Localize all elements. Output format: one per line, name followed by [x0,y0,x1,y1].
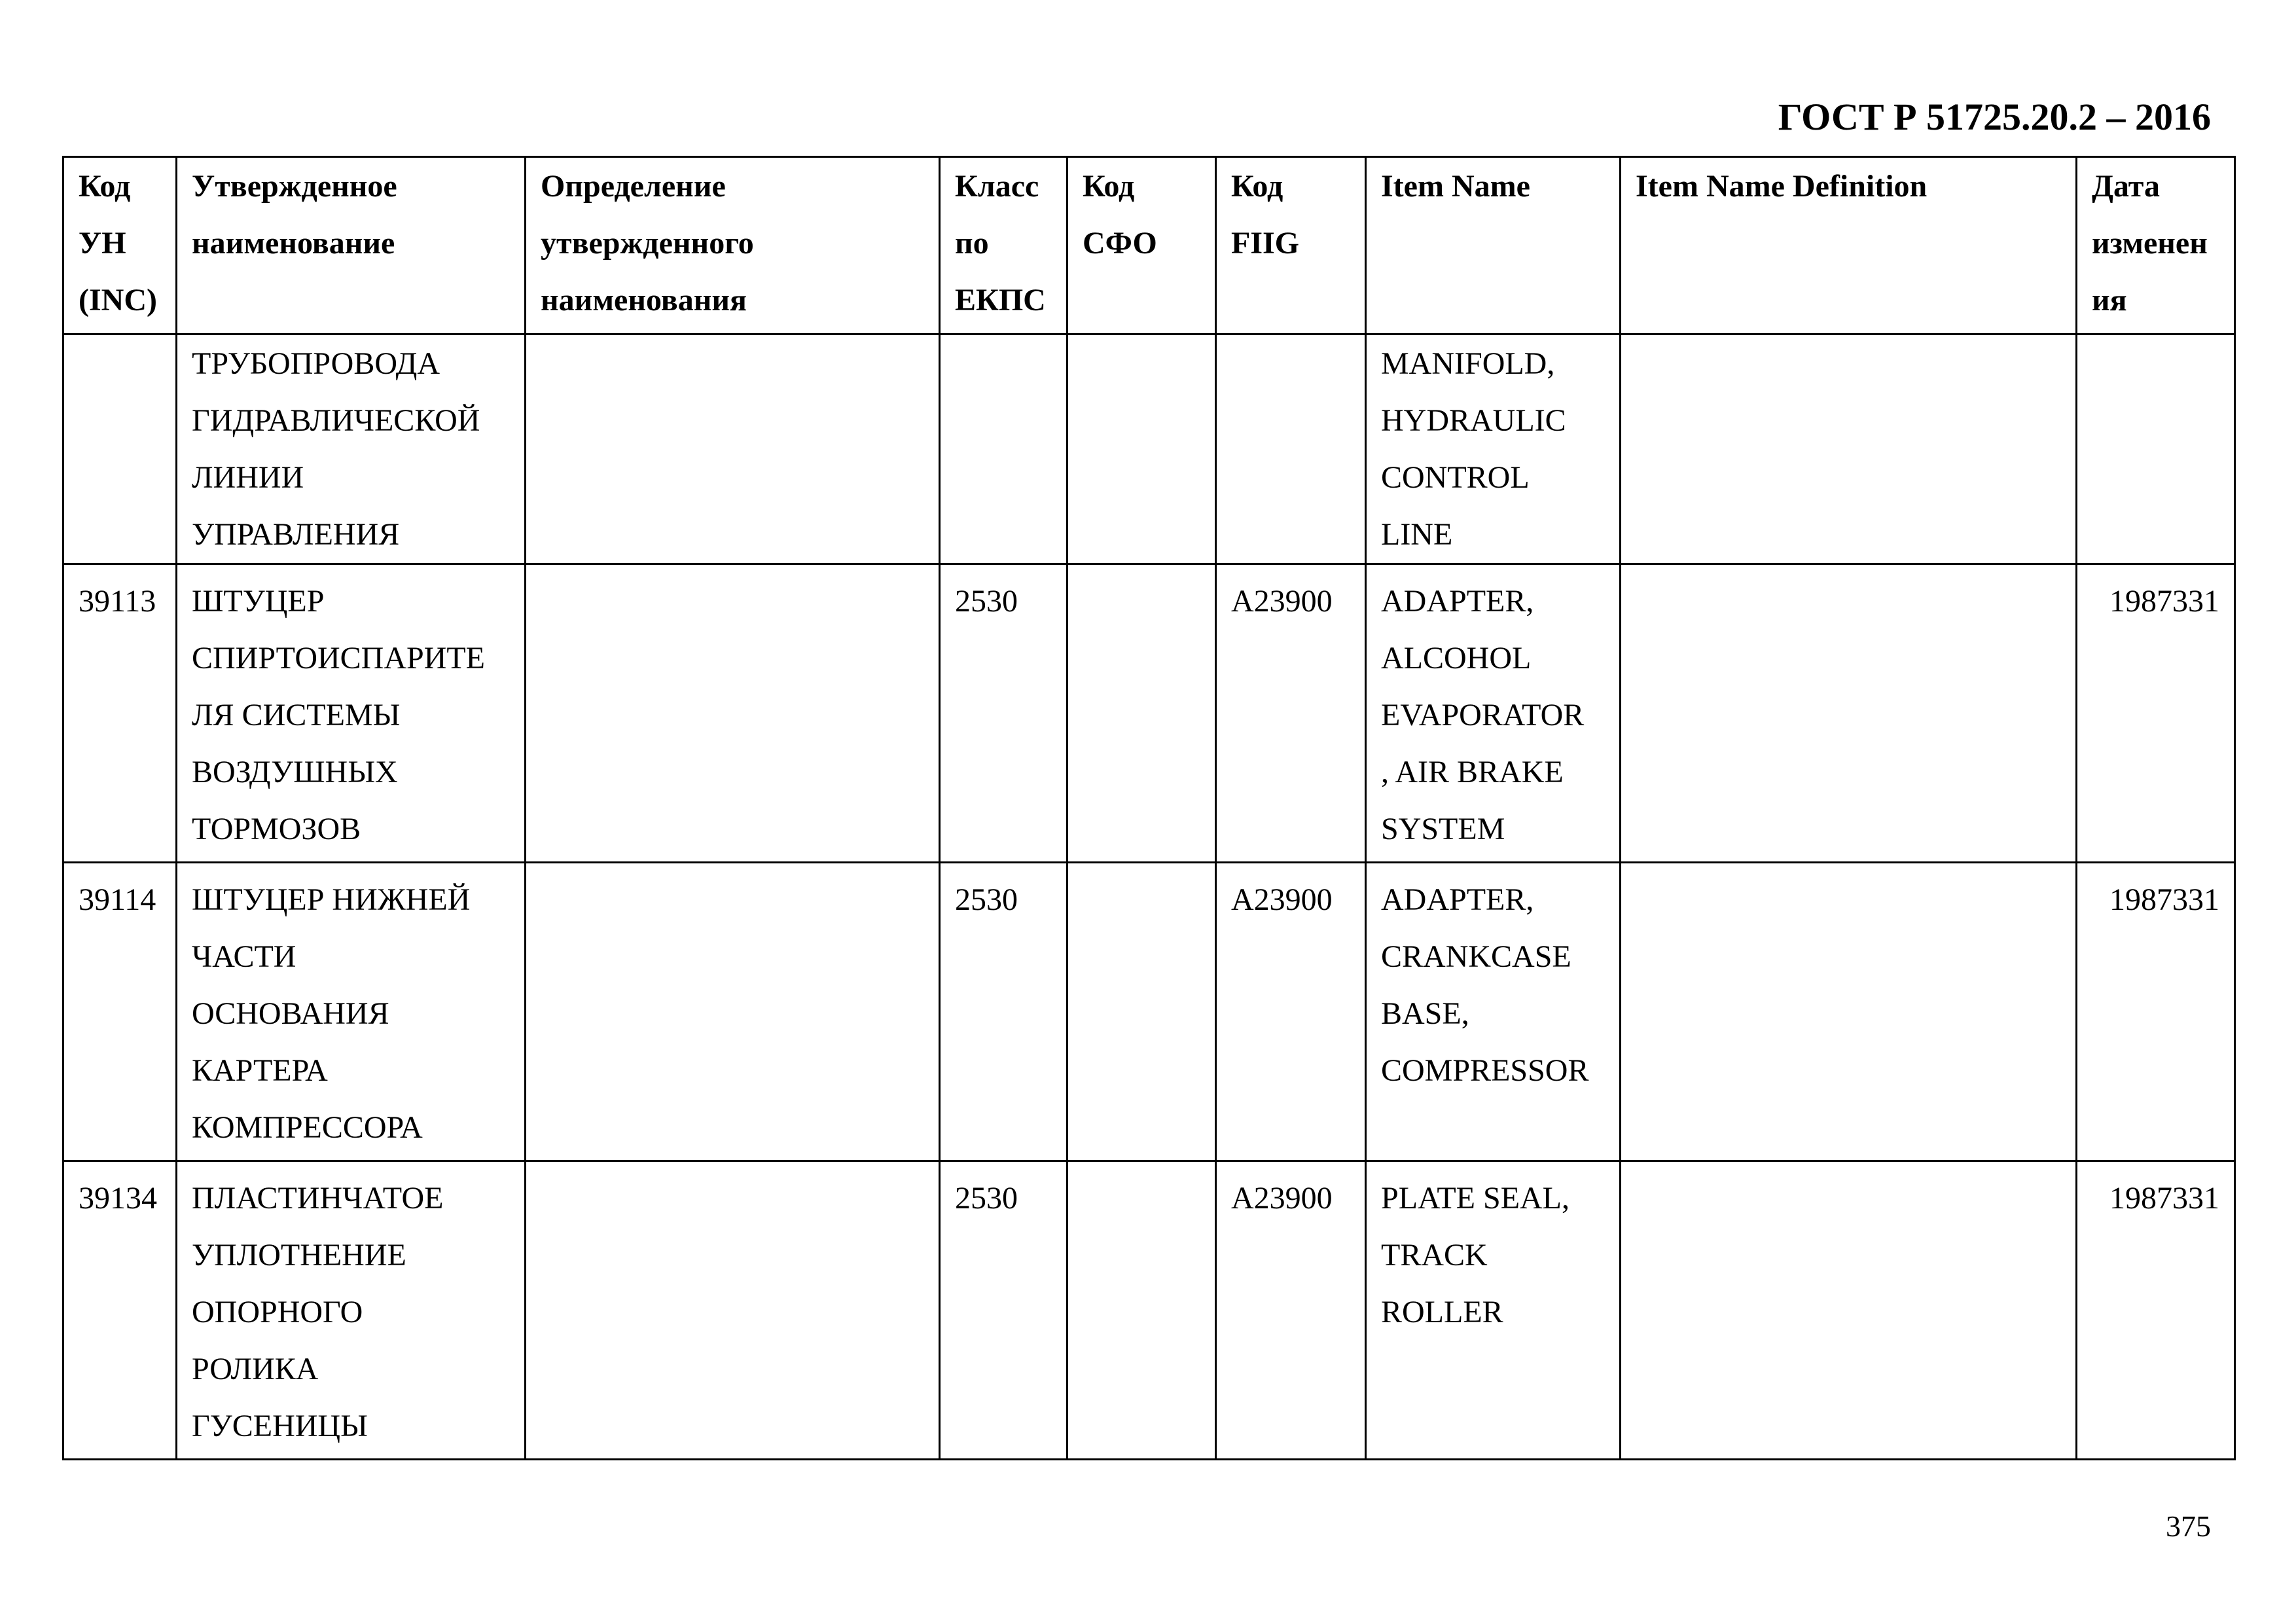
page-number: 375 [2166,1509,2211,1543]
cell-class: 2530 [940,564,1067,863]
cell-change-date [2077,334,2235,564]
cell-approved-name: ПЛАСТИНЧАТОЕ УПЛОТНЕНИЕ ОПОРНОГО РОЛИКА ГУСЕНИЦЫ [177,1161,526,1460]
cell-sfo [1067,863,1216,1161]
table-row [63,1161,2235,1460]
cell-inc: 39114 [63,863,177,1161]
cell-fiig [1216,334,1366,564]
header-fiig: Код FIIG [1216,157,1366,334]
cell-class [940,334,1067,564]
cell-item-name-definition [1621,1161,2077,1460]
header-class: Класс по ЕКПС [940,157,1067,334]
table-row [63,863,2235,1161]
header-item-name-definition: Item Name Definition [1621,157,2077,334]
cell-approved-name: ШТУЦЕР НИЖНЕЙ ЧАСТИ ОСНОВАНИЯ КАРТЕРА КОМПРЕССОРА [177,863,526,1161]
cell-inc [63,334,177,564]
cell-name-definition [526,1161,940,1460]
cell-fiig: A23900 [1216,1161,1366,1460]
cell-name-definition [526,863,940,1161]
header-sfo: Код СФО [1067,157,1216,334]
cell-item-name: ADAPTER, CRANKCASE BASE, COMPRESSOR [1366,863,1621,1161]
table-row [63,564,2235,863]
items-table [62,156,2236,1460]
cell-fiig: A23900 [1216,863,1366,1161]
cell-change-date: 1987331 [2077,1161,2235,1460]
cell-approved-name: ШТУЦЕР СПИРТОИСПАРИТЕ ЛЯ СИСТЕМЫ ВОЗДУШНЫХ ТОРМОЗОВ [177,564,526,863]
table-header-row [63,157,2235,334]
header-name-definition: Определение утвержденного наименования [526,157,940,334]
cell-item-name-definition [1621,564,2077,863]
cell-class: 2530 [940,1161,1067,1460]
cell-item-name-definition [1621,863,2077,1161]
cell-item-name: PLATE SEAL, TRACK ROLLER [1366,1161,1621,1460]
cell-change-date: 1987331 [2077,863,2235,1161]
cell-sfo [1067,1161,1216,1460]
cell-item-name-definition [1621,334,2077,564]
cell-inc: 39113 [63,564,177,863]
cell-sfo [1067,564,1216,863]
cell-fiig: A23900 [1216,564,1366,863]
header-approved-name: Утвержденное наименование [177,157,526,334]
cell-inc: 39134 [63,1161,177,1460]
cell-name-definition [526,564,940,863]
header-item-name: Item Name [1366,157,1621,334]
table-row [63,334,2235,564]
cell-sfo [1067,334,1216,564]
cell-item-name: MANIFOLD, HYDRAULIC CONTROL LINE [1366,334,1621,564]
header-change-date: Дата изменен ия [2077,157,2235,334]
cell-class: 2530 [940,863,1067,1161]
cell-change-date: 1987331 [2077,564,2235,863]
header-inc: Код УН (INC) [63,157,177,334]
standard-title: ГОСТ Р 51725.20.2 – 2016 [1778,96,2211,138]
cell-name-definition [526,334,940,564]
cell-item-name: ADAPTER, ALCOHOL EVAPORATOR , AIR BRAKE SYSTEM [1366,564,1621,863]
cell-approved-name: ТРУБОПРОВОДА ГИДРАВЛИЧЕСКОЙ ЛИНИИ УПРАВЛЕНИЯ [177,334,526,564]
